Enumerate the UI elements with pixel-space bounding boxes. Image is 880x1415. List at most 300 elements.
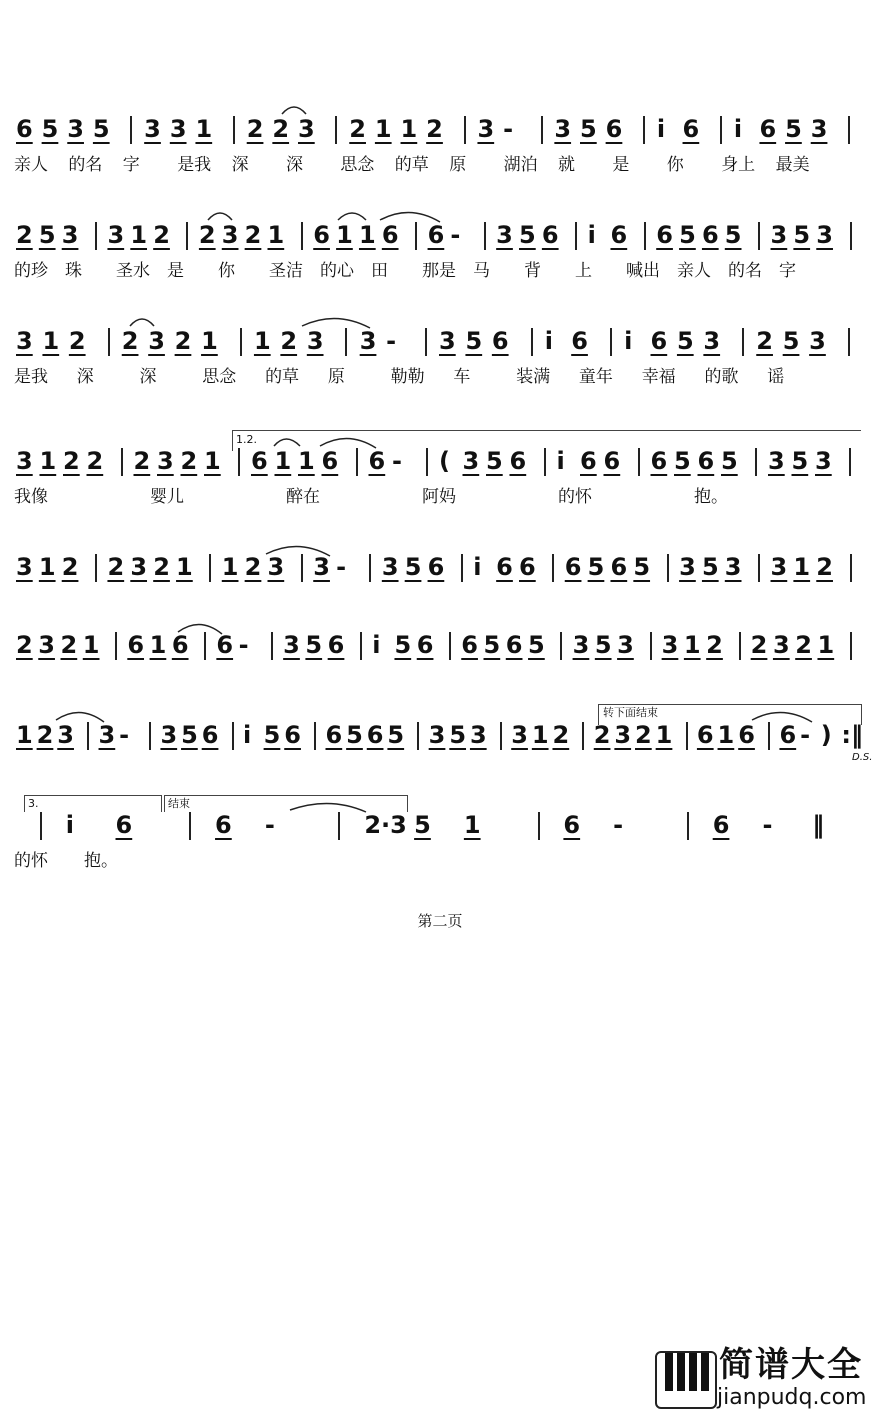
note: 5	[92, 115, 110, 143]
barline	[415, 222, 417, 250]
note: i	[556, 447, 565, 475]
note: 2	[198, 221, 216, 249]
note: 1	[531, 721, 549, 749]
note: 6	[416, 631, 434, 659]
note: 6	[427, 553, 445, 581]
lyric-word: 装满	[516, 367, 551, 387]
barline	[758, 554, 760, 582]
note: 2	[280, 327, 298, 355]
note: 5	[676, 327, 694, 355]
barline	[850, 222, 852, 250]
note: 2	[246, 115, 264, 143]
note: 5	[38, 221, 56, 249]
lyric-word: 勒勒	[390, 367, 425, 387]
note: 1	[400, 115, 418, 143]
barline	[233, 116, 235, 144]
barline	[544, 448, 546, 476]
lyric-word: 阿妈	[422, 487, 456, 507]
note: 6	[701, 221, 719, 249]
note: 3	[144, 115, 161, 143]
barline	[301, 222, 303, 250]
note: 6	[251, 447, 268, 475]
barline	[369, 554, 371, 582]
note: 1	[195, 115, 213, 143]
note: 3	[61, 221, 79, 249]
note: 2	[272, 115, 290, 143]
note: 1	[221, 553, 239, 581]
barline	[40, 812, 42, 840]
note: 2	[635, 721, 652, 749]
note: 2	[593, 721, 611, 749]
note: 1	[374, 115, 392, 143]
barline	[500, 722, 502, 750]
barline	[189, 812, 191, 840]
note: 5	[263, 721, 281, 749]
barline	[644, 222, 646, 250]
note: 5	[387, 721, 405, 749]
note: -	[392, 447, 402, 475]
note: 5	[724, 221, 742, 249]
lyric-word: 喊出	[626, 261, 660, 281]
barline	[720, 116, 722, 144]
lyric-word: 亲人	[677, 261, 711, 281]
note: 6	[325, 721, 343, 749]
barline	[650, 632, 652, 660]
lyric-word: 圣水	[116, 261, 150, 281]
lyric-word: 的草	[265, 367, 300, 387]
lyric-word: 深	[76, 367, 94, 387]
note-row	[0, 552, 880, 584]
lyric-word: 是	[167, 261, 184, 281]
lyric-word: 深	[286, 155, 303, 175]
note: 2	[86, 447, 104, 475]
barline	[335, 116, 337, 144]
note: 5	[483, 631, 501, 659]
note: -	[264, 811, 275, 839]
note: i	[372, 631, 381, 659]
note: 6	[461, 631, 478, 659]
barline	[186, 222, 188, 250]
barline	[667, 554, 669, 582]
barline	[95, 222, 97, 250]
note: 3	[306, 327, 324, 355]
note: i	[242, 721, 252, 749]
note: 2	[133, 447, 151, 475]
barline	[582, 722, 584, 750]
note: 1	[274, 447, 292, 475]
barline	[848, 328, 850, 356]
note: -	[386, 327, 397, 355]
lyric-word: 的怀	[14, 851, 48, 871]
lyric-word: 醉在	[286, 487, 320, 507]
lyric-word: 上	[575, 261, 592, 281]
lyric-word: 背	[524, 261, 541, 281]
note: 3	[679, 553, 696, 581]
note: 6	[759, 115, 777, 143]
lyric-word: 抱。	[694, 487, 728, 507]
note: 3	[428, 721, 446, 749]
note: 6	[696, 721, 714, 749]
note: 2	[36, 721, 54, 749]
note: 3	[810, 115, 828, 143]
note: 2	[426, 115, 443, 143]
barline	[464, 116, 466, 144]
note: -	[503, 115, 514, 143]
note: 3	[313, 553, 330, 581]
note: 5	[528, 631, 545, 659]
note: 6	[215, 811, 232, 839]
barline	[686, 722, 688, 750]
barline	[638, 448, 640, 476]
note: i	[624, 327, 633, 355]
note: 6	[16, 115, 33, 143]
barline	[449, 632, 451, 660]
note: 6	[697, 447, 715, 475]
note: 2	[816, 553, 833, 581]
note: 6	[284, 721, 301, 749]
note: 6	[509, 447, 527, 475]
note: 5	[594, 631, 612, 659]
lyric-word: 深	[139, 367, 157, 387]
barline	[610, 328, 612, 356]
note: 2	[795, 631, 812, 659]
volta-label-3: 3.	[28, 797, 39, 810]
note: 1	[655, 721, 673, 749]
lyric-word: 婴儿	[150, 487, 184, 507]
note: 3	[359, 327, 377, 355]
note: 2	[63, 447, 80, 475]
note: 3	[381, 553, 399, 581]
note: 3	[283, 631, 300, 659]
note: 5	[587, 553, 605, 581]
note: 5	[486, 447, 503, 475]
note: 3	[169, 115, 187, 143]
note: 1	[817, 631, 835, 659]
note: :‖	[841, 721, 863, 749]
note: 3	[572, 631, 590, 659]
lyric-word: 字	[122, 155, 140, 175]
note: 3	[267, 553, 285, 581]
note: 1	[358, 221, 376, 249]
note: 6	[610, 221, 628, 249]
note: 2	[61, 553, 79, 581]
note: 5	[674, 447, 691, 475]
note: 3	[554, 115, 572, 143]
note: 6	[327, 631, 345, 659]
barline	[345, 328, 347, 356]
barline	[850, 554, 852, 582]
lyric-word: 谣	[767, 367, 785, 387]
barline	[87, 722, 89, 750]
lyric-word: 原	[449, 155, 467, 175]
note: 2	[756, 327, 773, 355]
note: 2	[180, 447, 198, 475]
lyric-word: 是	[612, 155, 630, 175]
lyric-word: 的心	[320, 261, 354, 281]
piano-keys-icon	[655, 1351, 717, 1409]
lyric-row	[0, 260, 880, 284]
barline	[848, 116, 850, 144]
barline	[755, 448, 757, 476]
note: 1	[267, 221, 285, 249]
lyric-word: 田	[371, 261, 388, 281]
note: 1	[130, 221, 148, 249]
note: 2	[244, 553, 262, 581]
note: 6	[171, 631, 189, 659]
note: 5	[181, 721, 198, 749]
barline	[426, 448, 428, 476]
note: 6	[491, 327, 509, 355]
barline	[742, 328, 744, 356]
lyric-word: 的名	[728, 261, 762, 281]
note: (	[439, 447, 450, 475]
note: 5	[305, 631, 323, 659]
note-row	[0, 630, 880, 662]
note: 2	[16, 221, 33, 249]
note: 2	[121, 327, 139, 355]
note: 3	[298, 115, 315, 143]
note: 5	[449, 721, 467, 749]
barline	[240, 328, 242, 356]
lyric-word: 的珍	[14, 261, 48, 281]
note: 6	[216, 631, 234, 659]
note: 1	[201, 327, 218, 355]
barline	[768, 722, 770, 750]
note: i	[656, 115, 666, 143]
note: -	[613, 811, 624, 839]
note: 5	[404, 553, 422, 581]
barline	[338, 812, 340, 840]
note: 6	[605, 115, 623, 143]
barline	[360, 632, 362, 660]
note: 1	[298, 447, 315, 475]
note: 5	[465, 327, 483, 355]
note: 6	[564, 553, 582, 581]
barline	[560, 632, 562, 660]
lyric-word: 的怀	[558, 487, 592, 507]
lyric-row	[0, 760, 880, 784]
note: 3	[617, 631, 634, 659]
barline	[232, 722, 234, 750]
note: 3	[16, 327, 33, 355]
lyric-word: 身上	[721, 155, 756, 175]
note: 6	[603, 447, 621, 475]
note: i	[733, 115, 743, 143]
note: 6	[127, 631, 145, 659]
note: 6	[580, 447, 597, 475]
lyric-word: 原	[327, 367, 345, 387]
note: 6	[201, 721, 219, 749]
note: 3	[107, 221, 125, 249]
note: 3	[770, 553, 788, 581]
note: 6	[571, 327, 588, 355]
note: 5	[701, 553, 719, 581]
barline	[541, 116, 543, 144]
barline	[850, 632, 852, 660]
note: 6	[712, 811, 730, 839]
lyric-word: 深	[231, 155, 249, 175]
note: 3	[772, 631, 790, 659]
note: 3	[439, 327, 456, 355]
lyric-word: 就	[558, 155, 575, 175]
logo-title: 简谱大全	[719, 1345, 863, 1385]
volta-bracket-3	[24, 795, 162, 812]
note: 3	[462, 447, 480, 475]
note: 6	[381, 221, 399, 249]
lyric-word: 是我	[14, 367, 48, 387]
barline	[130, 116, 132, 144]
logo-url: jianpudq.com	[717, 1385, 867, 1410]
slur	[282, 107, 306, 114]
note: 2·3	[364, 811, 407, 839]
lyric-row	[0, 154, 880, 178]
note: 3	[770, 221, 788, 249]
barline	[538, 812, 540, 840]
barline	[356, 448, 358, 476]
note: 6	[682, 115, 700, 143]
note: 3	[130, 553, 148, 581]
note: 3	[16, 553, 33, 581]
jump-label: 转下面结束	[603, 706, 658, 719]
lyric-row	[0, 670, 880, 694]
note: 1	[204, 447, 221, 475]
note: i	[544, 327, 553, 355]
note: -	[800, 721, 811, 749]
page-label: 第二页	[417, 912, 463, 930]
barline	[301, 554, 303, 582]
note: 1	[39, 447, 57, 475]
note: )	[820, 721, 832, 749]
lyric-word: 马	[473, 261, 490, 281]
note: -	[119, 721, 130, 749]
lyric-word: 圣洁	[269, 261, 303, 281]
note: 5	[793, 221, 811, 249]
note: 1	[683, 631, 701, 659]
barline	[484, 222, 486, 250]
ending-label: 结束	[168, 797, 190, 810]
note: 6	[427, 221, 445, 249]
barline	[552, 554, 554, 582]
note: 3	[67, 115, 84, 143]
lyric-word: 抱。	[84, 851, 118, 871]
barline	[95, 554, 97, 582]
lyric-word: 你	[218, 261, 235, 281]
note: -	[450, 221, 461, 249]
barline	[417, 722, 419, 750]
barline	[531, 328, 533, 356]
note: 2	[153, 221, 170, 249]
note: 3	[511, 721, 528, 749]
note: 6	[610, 553, 628, 581]
note: 6	[541, 221, 559, 249]
note: 5	[346, 721, 363, 749]
note: 3	[815, 447, 832, 475]
note: 6	[650, 447, 668, 475]
note: 3	[57, 721, 74, 749]
lyric-word: 的草	[394, 155, 429, 175]
note: 3	[469, 721, 487, 749]
barline	[108, 328, 110, 356]
note: 5	[791, 447, 809, 475]
note: -	[336, 553, 347, 581]
note: 3	[98, 721, 116, 749]
lyric-row	[0, 486, 880, 510]
barline	[238, 448, 240, 476]
note: 6	[563, 811, 581, 839]
note: 1	[82, 631, 100, 659]
note: 1	[336, 221, 353, 249]
note: 3	[809, 327, 826, 355]
barline	[209, 554, 211, 582]
note: 6	[779, 721, 797, 749]
lyric-word: 是我	[177, 155, 212, 175]
note: 3	[496, 221, 513, 249]
lyric-word: 珠	[65, 261, 82, 281]
note: 6	[650, 327, 668, 355]
note: 1	[463, 811, 481, 839]
note: 6	[505, 631, 523, 659]
barline	[687, 812, 689, 840]
barline	[425, 328, 427, 356]
note: 1	[793, 553, 811, 581]
note-row	[0, 326, 880, 358]
note: 6	[115, 811, 133, 839]
lyric-word: 思念	[340, 155, 375, 175]
note-row	[0, 220, 880, 252]
barline	[271, 632, 273, 660]
note: 6	[496, 553, 513, 581]
note: 3	[614, 721, 632, 749]
note: 3	[768, 447, 785, 475]
note: 5	[580, 115, 597, 143]
note: 3	[221, 221, 239, 249]
note: 6	[366, 721, 384, 749]
note: 1	[42, 327, 60, 355]
note: 1	[16, 721, 33, 749]
note: 5	[519, 221, 536, 249]
note: 2	[153, 553, 170, 581]
note: 3	[724, 553, 742, 581]
barline	[739, 632, 741, 660]
note-row	[0, 810, 880, 842]
note: 6	[321, 447, 339, 475]
note: i	[587, 221, 596, 249]
note: 2	[706, 631, 723, 659]
note: -	[762, 811, 773, 839]
note: 3	[703, 327, 721, 355]
note: 5	[679, 221, 696, 249]
note: 5	[721, 447, 738, 475]
note: 3	[661, 631, 679, 659]
note: 2	[244, 221, 262, 249]
note: 3	[148, 327, 165, 355]
ending-bracket	[164, 795, 408, 812]
lyric-word: 车	[453, 367, 471, 387]
slur	[338, 213, 366, 220]
volta-bracket-1-2	[232, 430, 861, 451]
volta-label-1-2: 1.2.	[236, 433, 257, 446]
lyric-word: 的歌	[704, 367, 739, 387]
note: 5	[41, 115, 59, 143]
note: 5	[785, 115, 802, 143]
lyric-word: 那是	[422, 261, 456, 281]
note: 3	[816, 221, 833, 249]
note: i	[473, 553, 482, 581]
note: 1	[253, 327, 271, 355]
barline	[575, 222, 577, 250]
lyric-word: 童年	[578, 367, 613, 387]
note: 3	[38, 631, 55, 659]
